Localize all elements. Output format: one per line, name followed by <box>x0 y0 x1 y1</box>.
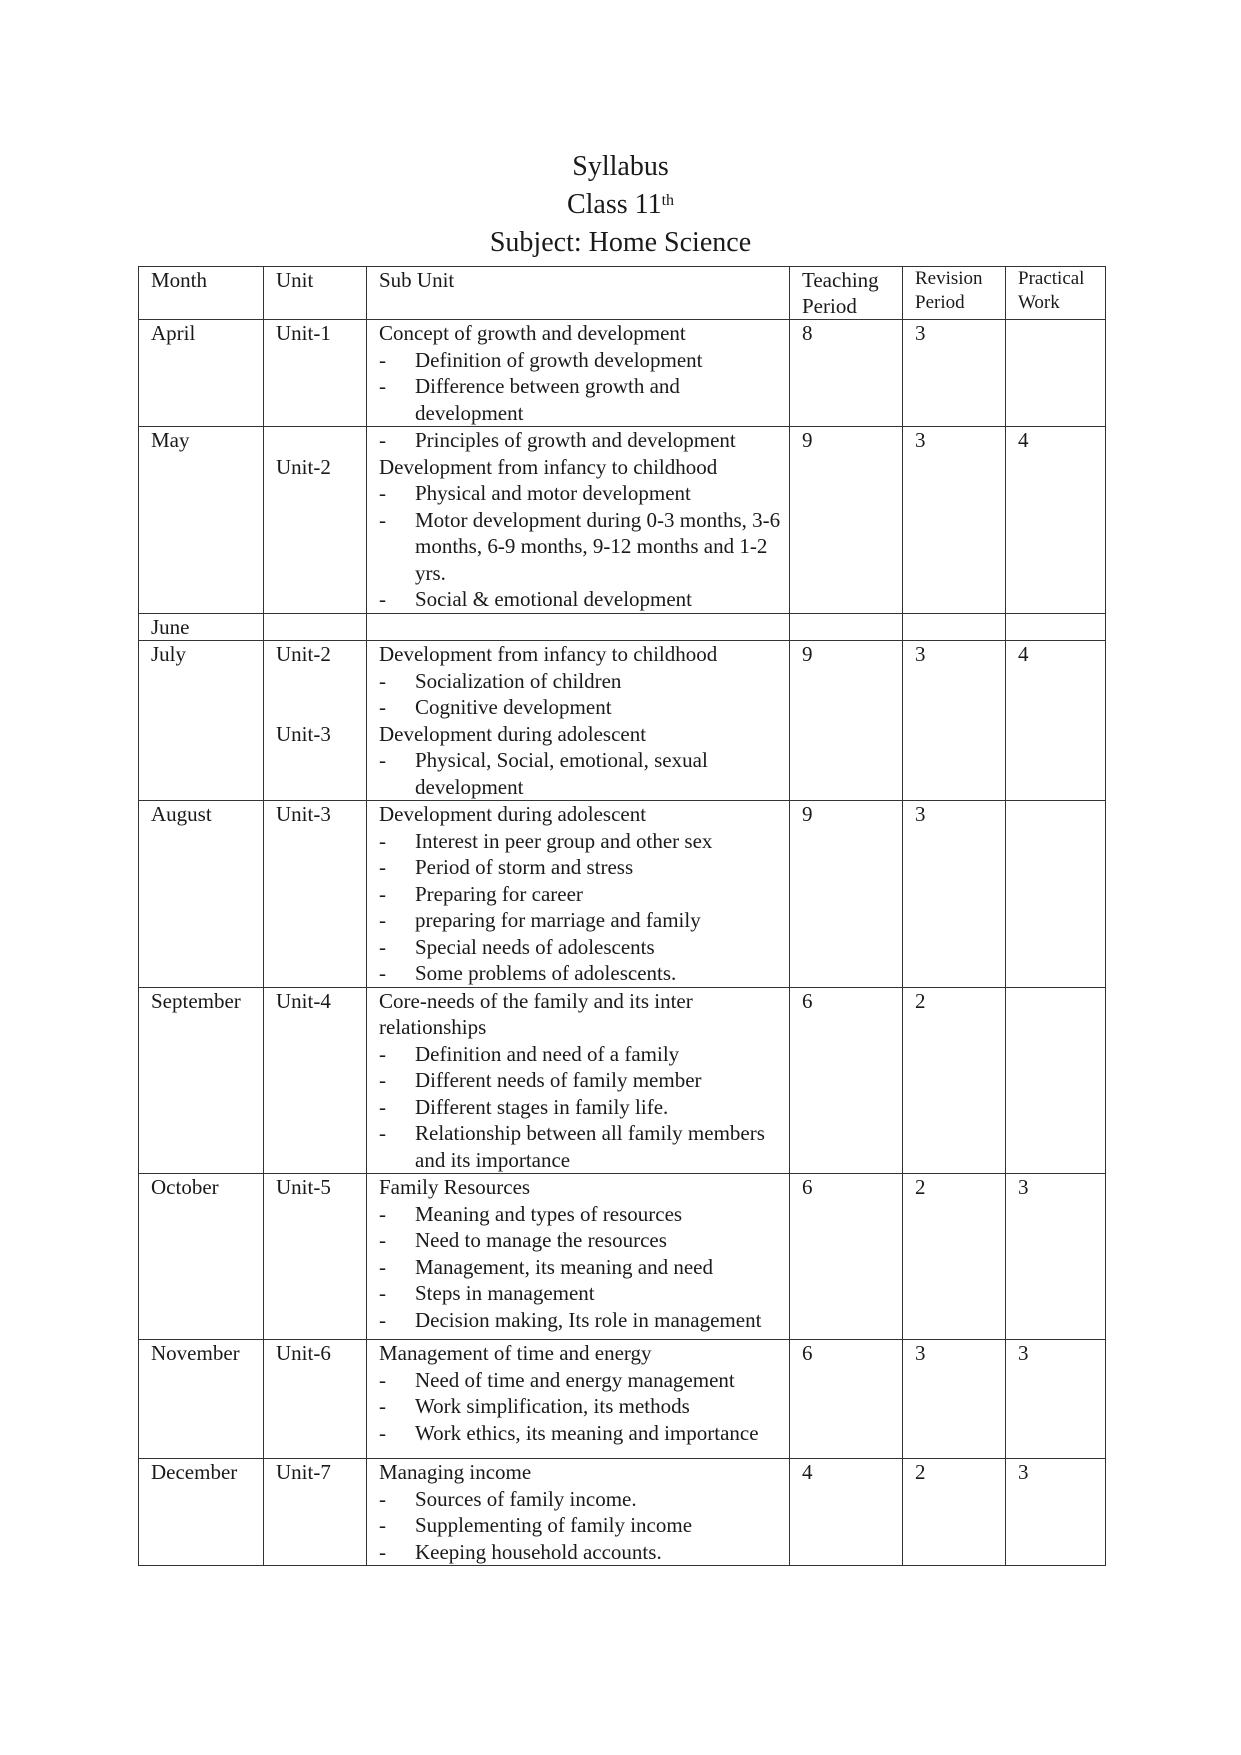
table-row <box>139 987 1106 1174</box>
sub-unit-item-text: Physical and motor development <box>415 481 691 505</box>
cell-unit <box>264 641 367 801</box>
unit-label: Unit-3 <box>276 802 331 826</box>
dash-bullet-icon: - <box>379 1539 386 1564</box>
sub-unit-item-text: Need to manage the resources <box>415 1228 667 1252</box>
cell-unit <box>264 1459 367 1566</box>
sub-unit-topic: Development during adolescent <box>379 802 647 826</box>
syllabus-table <box>138 266 1106 1566</box>
dash-bullet-icon: - <box>379 748 386 772</box>
sub-unit-item-text: Difference between growth and development <box>415 374 680 425</box>
sub-unit-item <box>379 1201 789 1228</box>
sub-unit-item-text: Preparing for career <box>415 881 583 906</box>
dash-bullet-icon: - <box>379 828 386 853</box>
sub-unit-item <box>379 1094 789 1121</box>
cell-unit <box>264 320 367 427</box>
sub-unit-item-text: Motor development during 0-3 months, 3-6 months, 6-9 months, 9-12 months and 1-2 yrs. <box>415 507 781 585</box>
cell-month: August <box>139 801 264 988</box>
cell-month: December <box>139 1459 264 1566</box>
cell-teaching: 9 <box>790 427 903 614</box>
cell-month: September <box>139 987 264 1174</box>
sub-unit-item-text: Definition of growth development <box>415 347 703 372</box>
cell-month: November <box>139 1340 264 1459</box>
sub-unit-topic: Managing income <box>379 1460 532 1484</box>
sub-unit-item <box>379 1254 789 1281</box>
cell-practical <box>1006 613 1106 641</box>
cell-revision: 2 <box>903 1174 1006 1340</box>
class-prefix: Class 11 <box>566 189 662 220</box>
cell-revision: 3 <box>903 320 1006 427</box>
sub-unit-item <box>379 828 789 855</box>
cell-teaching: 6 <box>790 1174 903 1340</box>
cell-sub-unit <box>367 987 790 1174</box>
cell-practical: 3 <box>1006 1340 1106 1459</box>
dash-bullet-icon: - <box>379 908 386 932</box>
sub-unit-item <box>379 747 789 800</box>
sub-unit-item-text: Work simplification, its methods <box>415 1394 690 1418</box>
sub-unit-item-text: Social & emotional development <box>415 587 693 611</box>
header-practical-work: Practical Work <box>1006 267 1106 320</box>
sub-unit-item-text: Socialization of children <box>415 668 622 693</box>
cell-month: October <box>139 1174 264 1340</box>
sub-unit-topic: Development during adolescent <box>379 721 647 746</box>
cell-unit <box>264 613 367 641</box>
cell-sub-unit <box>367 641 790 801</box>
cell-teaching: 9 <box>790 801 903 988</box>
sub-unit-item <box>379 1120 789 1173</box>
sub-unit-item-text: preparing for marriage and family <box>415 908 701 932</box>
cell-practical <box>1006 801 1106 988</box>
unit-label: Unit-3 <box>276 721 331 746</box>
sub-unit-item-text: Interest in peer group and other sex <box>415 828 713 853</box>
dash-bullet-icon: - <box>379 1121 386 1145</box>
cell-teaching: 6 <box>790 987 903 1174</box>
sub-unit-item <box>379 1227 789 1254</box>
dash-bullet-icon: - <box>379 855 386 879</box>
cell-unit <box>264 987 367 1174</box>
sub-unit-item-text: Definition and need of a family <box>415 1041 680 1066</box>
table-row <box>139 1174 1106 1340</box>
table-row <box>139 1459 1106 1566</box>
sub-unit-item <box>379 427 789 454</box>
cell-month: June <box>139 613 264 641</box>
dash-bullet-icon: - <box>379 1254 386 1279</box>
sub-unit-item-text: Meaning and types of resources <box>415 1201 683 1226</box>
cell-month: July <box>139 641 264 801</box>
sub-unit-topic: Family Resources <box>379 1175 531 1199</box>
sub-unit-item <box>379 1067 789 1094</box>
dash-bullet-icon: - <box>379 1201 386 1226</box>
cell-revision <box>903 613 1006 641</box>
sub-unit-item-text: Work ethics, its meaning and importance <box>415 1420 759 1445</box>
cell-sub-unit <box>367 320 790 427</box>
dash-bullet-icon: - <box>379 481 386 505</box>
dash-bullet-icon: - <box>379 1513 386 1537</box>
sub-unit-item-text: Steps in management <box>415 1281 595 1305</box>
sub-unit-item <box>379 907 789 934</box>
cell-sub-unit <box>367 1459 790 1566</box>
cell-teaching <box>790 613 903 641</box>
sub-unit-item-text: Cognitive development <box>415 695 612 719</box>
dash-bullet-icon: - <box>379 1228 386 1252</box>
cell-unit <box>264 1174 367 1340</box>
sub-unit-item <box>379 1307 789 1334</box>
cell-month: April <box>139 320 264 427</box>
sub-unit-item-text: Physical, Social, emotional, sexual development <box>415 748 708 799</box>
unit-label: Unit-2 <box>276 454 331 479</box>
cell-unit <box>264 1340 367 1459</box>
cell-practical: 3 <box>1006 1459 1106 1566</box>
table-row <box>139 641 1106 801</box>
header-unit: Unit <box>264 267 367 320</box>
sub-unit-item <box>379 1539 789 1566</box>
sub-unit-item <box>379 1420 789 1447</box>
cell-teaching: 8 <box>790 320 903 427</box>
dash-bullet-icon: - <box>379 668 386 693</box>
dash-bullet-icon: - <box>379 587 386 611</box>
sub-unit-item-text: Principles of growth and development <box>415 428 736 452</box>
sub-unit-topic: Core-needs of the family and its inter relationships <box>379 988 693 1039</box>
unit-label: Unit-5 <box>276 1175 331 1199</box>
header-sub-unit: Sub Unit <box>367 267 790 320</box>
dash-bullet-icon: - <box>379 1307 386 1332</box>
sub-unit-item <box>379 1486 789 1513</box>
table-row <box>139 427 1106 614</box>
table-row <box>139 801 1106 988</box>
header-revision-period: Revision Period <box>903 267 1006 320</box>
dash-bullet-icon: - <box>379 1367 386 1392</box>
sub-unit-item <box>379 1367 789 1394</box>
document-title: Syllabus <box>572 151 669 182</box>
cell-revision: 3 <box>903 641 1006 801</box>
sub-unit-item <box>379 881 789 908</box>
cell-sub-unit <box>367 613 790 641</box>
sub-unit-item <box>379 586 789 613</box>
unit-label: Unit-1 <box>276 321 331 345</box>
sub-unit-item <box>379 854 789 881</box>
dash-bullet-icon: - <box>379 347 386 372</box>
document-heading <box>0 148 1241 262</box>
cell-practical <box>1006 987 1106 1174</box>
cell-revision: 3 <box>903 427 1006 614</box>
sub-unit-item <box>379 1280 789 1307</box>
cell-month: May <box>139 427 264 614</box>
dash-bullet-icon: - <box>379 961 386 985</box>
dash-bullet-icon: - <box>379 1041 386 1066</box>
cell-practical: 3 <box>1006 1174 1106 1340</box>
dash-bullet-icon: - <box>379 1420 386 1445</box>
dash-bullet-icon: - <box>379 1094 386 1119</box>
cell-sub-unit <box>367 1174 790 1340</box>
unit-label: Unit-6 <box>276 1341 331 1365</box>
dash-bullet-icon: - <box>379 695 386 719</box>
sub-unit-item-text: Some problems of adolescents. <box>415 961 677 985</box>
unit-label: Unit-2 <box>276 642 331 666</box>
dash-bullet-icon: - <box>379 1394 386 1418</box>
dash-bullet-icon: - <box>379 934 386 959</box>
cell-unit <box>264 801 367 988</box>
class-label <box>0 186 1241 224</box>
sub-unit-item <box>379 480 789 507</box>
header-row <box>139 267 1106 320</box>
sub-unit-item-text: Relationship between all family members and its importance <box>415 1121 765 1172</box>
table-row <box>139 1340 1106 1459</box>
dash-bullet-icon: - <box>379 1068 386 1092</box>
sub-unit-item <box>379 1393 789 1420</box>
sub-unit-item-text: Different needs of family member <box>415 1068 702 1092</box>
sub-unit-item-text: Decision making, Its role in management <box>415 1307 762 1332</box>
sub-unit-item <box>379 668 789 695</box>
cell-practical: 4 <box>1006 641 1106 801</box>
cell-teaching: 6 <box>790 1340 903 1459</box>
cell-revision: 2 <box>903 1459 1006 1566</box>
dash-bullet-icon: - <box>379 428 386 452</box>
sub-unit-item <box>379 1512 789 1539</box>
dash-bullet-icon: - <box>379 1281 386 1305</box>
sub-unit-item-text: Supplementing of family income <box>415 1513 693 1537</box>
dash-bullet-icon: - <box>379 881 386 906</box>
cell-sub-unit <box>367 427 790 614</box>
table-row <box>139 320 1106 427</box>
syllabus-table-body <box>139 267 1106 1566</box>
class-suffix: th <box>661 192 675 209</box>
sub-unit-item <box>379 507 789 587</box>
sub-unit-item-text: Sources of family income. <box>415 1486 637 1511</box>
table-row <box>139 613 1106 641</box>
unit-label: Unit-7 <box>276 1460 331 1484</box>
sub-unit-item <box>379 1041 789 1068</box>
dash-bullet-icon: - <box>379 507 386 532</box>
cell-revision: 3 <box>903 801 1006 988</box>
subject-label: Subject: Home Science <box>489 227 752 258</box>
dash-bullet-icon: - <box>379 374 386 398</box>
cell-sub-unit <box>367 801 790 988</box>
header-teaching-period: Teaching Period <box>790 267 903 320</box>
cell-practical: 4 <box>1006 427 1106 614</box>
sub-unit-topic: Management of time and energy <box>379 1341 652 1365</box>
dash-bullet-icon: - <box>379 1486 386 1511</box>
cell-revision: 2 <box>903 987 1006 1174</box>
unit-label <box>276 668 366 695</box>
cell-unit <box>264 427 367 614</box>
header-month: Month <box>139 267 264 320</box>
sub-unit-item <box>379 960 789 987</box>
sub-unit-item-text: Different stages in family life. <box>415 1094 669 1119</box>
sub-unit-item <box>379 373 789 426</box>
sub-unit-item-text: Need of time and energy management <box>415 1367 735 1392</box>
sub-unit-item <box>379 694 789 721</box>
sub-unit-item-text: Period of storm and stress <box>415 855 634 879</box>
sub-unit-item-text: Special needs of adolescents <box>415 934 655 959</box>
sub-unit-item-text: Keeping household accounts. <box>415 1539 662 1564</box>
sub-unit-item <box>379 934 789 961</box>
cell-teaching: 4 <box>790 1459 903 1566</box>
sub-unit-topic: Concept of growth and development <box>379 321 686 345</box>
sub-unit-item-text: Management, its meaning and need <box>415 1254 713 1279</box>
cell-practical <box>1006 320 1106 427</box>
sub-unit-topic: Development from infancy to childhood <box>379 642 718 666</box>
sub-unit-item <box>379 347 789 374</box>
cell-sub-unit <box>367 1340 790 1459</box>
unit-label: Unit-4 <box>276 988 331 1013</box>
unit-label <box>276 694 366 721</box>
cell-teaching: 9 <box>790 641 903 801</box>
cell-revision: 3 <box>903 1340 1006 1459</box>
unit-label <box>276 427 366 454</box>
sub-unit-topic: Development from infancy to childhood <box>379 454 718 479</box>
